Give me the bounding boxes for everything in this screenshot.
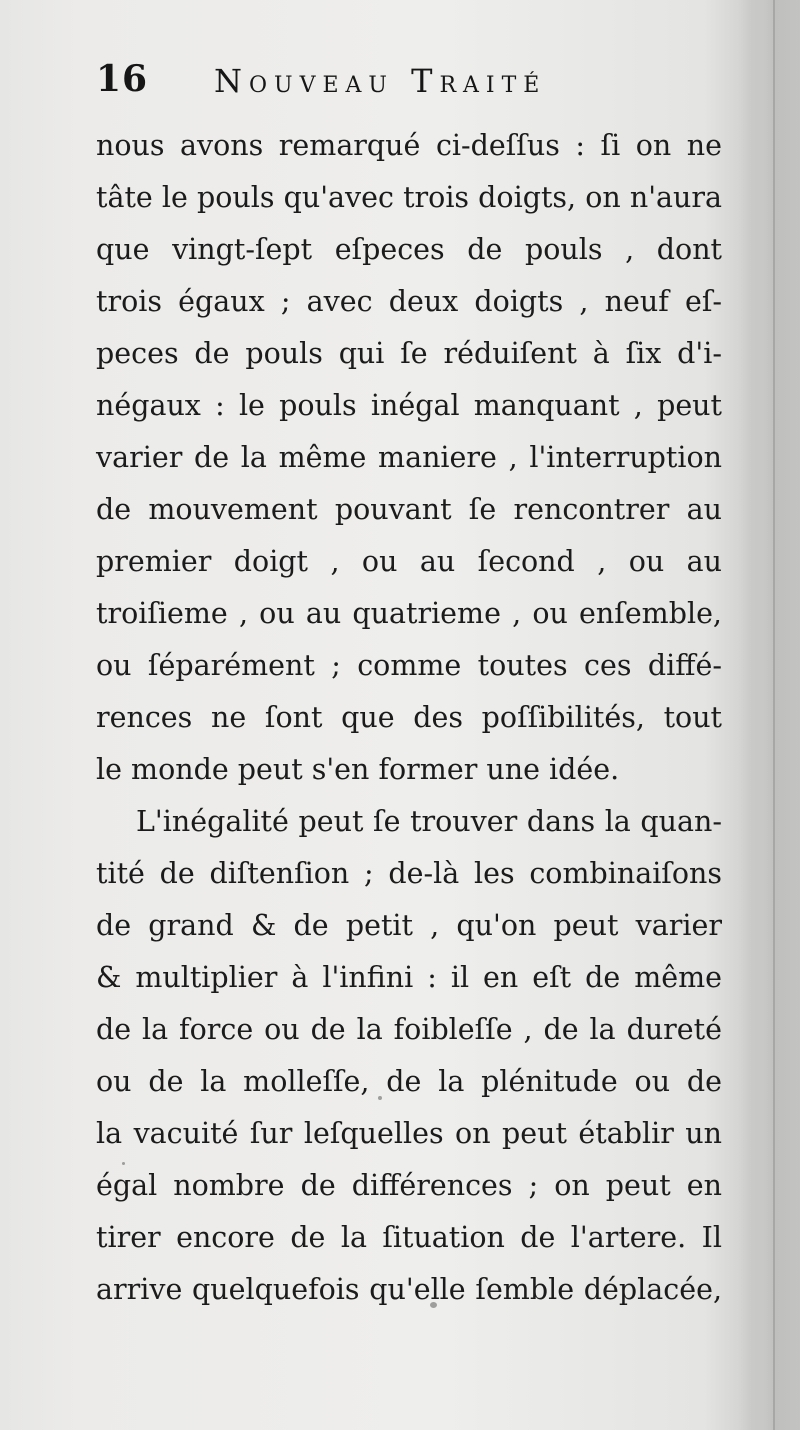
page-number: 16 <box>96 58 149 100</box>
text-line: rences ne ſont que des poſſibilités, tout <box>96 701 722 734</box>
page-fold <box>773 0 775 1430</box>
text-line: ou ſéparément ; comme toutes ces diffé- <box>96 649 722 682</box>
paper-speck <box>378 1096 382 1100</box>
text-line: tâte le pouls qu'avec trois doigts, on n'aura <box>96 181 722 214</box>
text-line: nous avons remarqué ci-deſſus : ſi on ne <box>96 129 722 162</box>
text-line: premier doigt , ou au ſecond , ou au <box>96 545 722 578</box>
paper-speck <box>122 1162 125 1165</box>
text-line: que vingt-ſept eſpeces de pouls , dont <box>96 233 722 266</box>
gutter-shadow <box>740 0 800 1430</box>
paragraph-1 <box>96 120 722 796</box>
text-line: varier de la même maniere , l'interruption <box>96 441 722 474</box>
text-line: le monde peut s'en former une idée. <box>96 753 620 786</box>
body-text <box>96 120 722 1316</box>
text-line: égal nombre de différences ; on peut en <box>96 1169 722 1202</box>
text-line: L'inégalité peut ſe trouver dans la quan- <box>136 805 722 838</box>
text-line: tirer encore de la ſituation de l'artere. Il <box>96 1221 722 1254</box>
text-line: tité de diſtenſion ; de-là les combinaiſons <box>96 857 722 890</box>
text-line: la vacuité ſur leſquelles on peut établir un <box>96 1117 722 1150</box>
text-line: & multiplier à l'infini : il en eſt de même <box>96 961 722 994</box>
text-line: de mouvement pouvant ſe rencontrer au <box>96 493 722 526</box>
text-line: de la force ou de la foibleſſe , de la dureté <box>96 1013 722 1046</box>
text-line: négaux : le pouls inégal manquant , peut <box>96 389 722 422</box>
paragraph-2 <box>96 796 722 1316</box>
text-line: ou de la molleſſe, de la plénitude ou de <box>96 1065 722 1098</box>
paper-speck <box>430 1302 437 1308</box>
text-line: de grand & de petit , qu'on peut varier <box>96 909 722 942</box>
text-line: troiſieme , ou au quatrieme , ou enſemble, <box>96 597 722 630</box>
running-title: Nouveau Traité <box>214 62 547 100</box>
text-line: trois égaux ; avec deux doigts , neuf eſ- <box>96 285 722 318</box>
text-line: peces de pouls qui ſe réduiſent à ſix d'i- <box>96 337 722 370</box>
text-line: arrive quelquefois qu'elle ſemble déplacée, <box>96 1273 722 1306</box>
page-header <box>96 58 736 108</box>
